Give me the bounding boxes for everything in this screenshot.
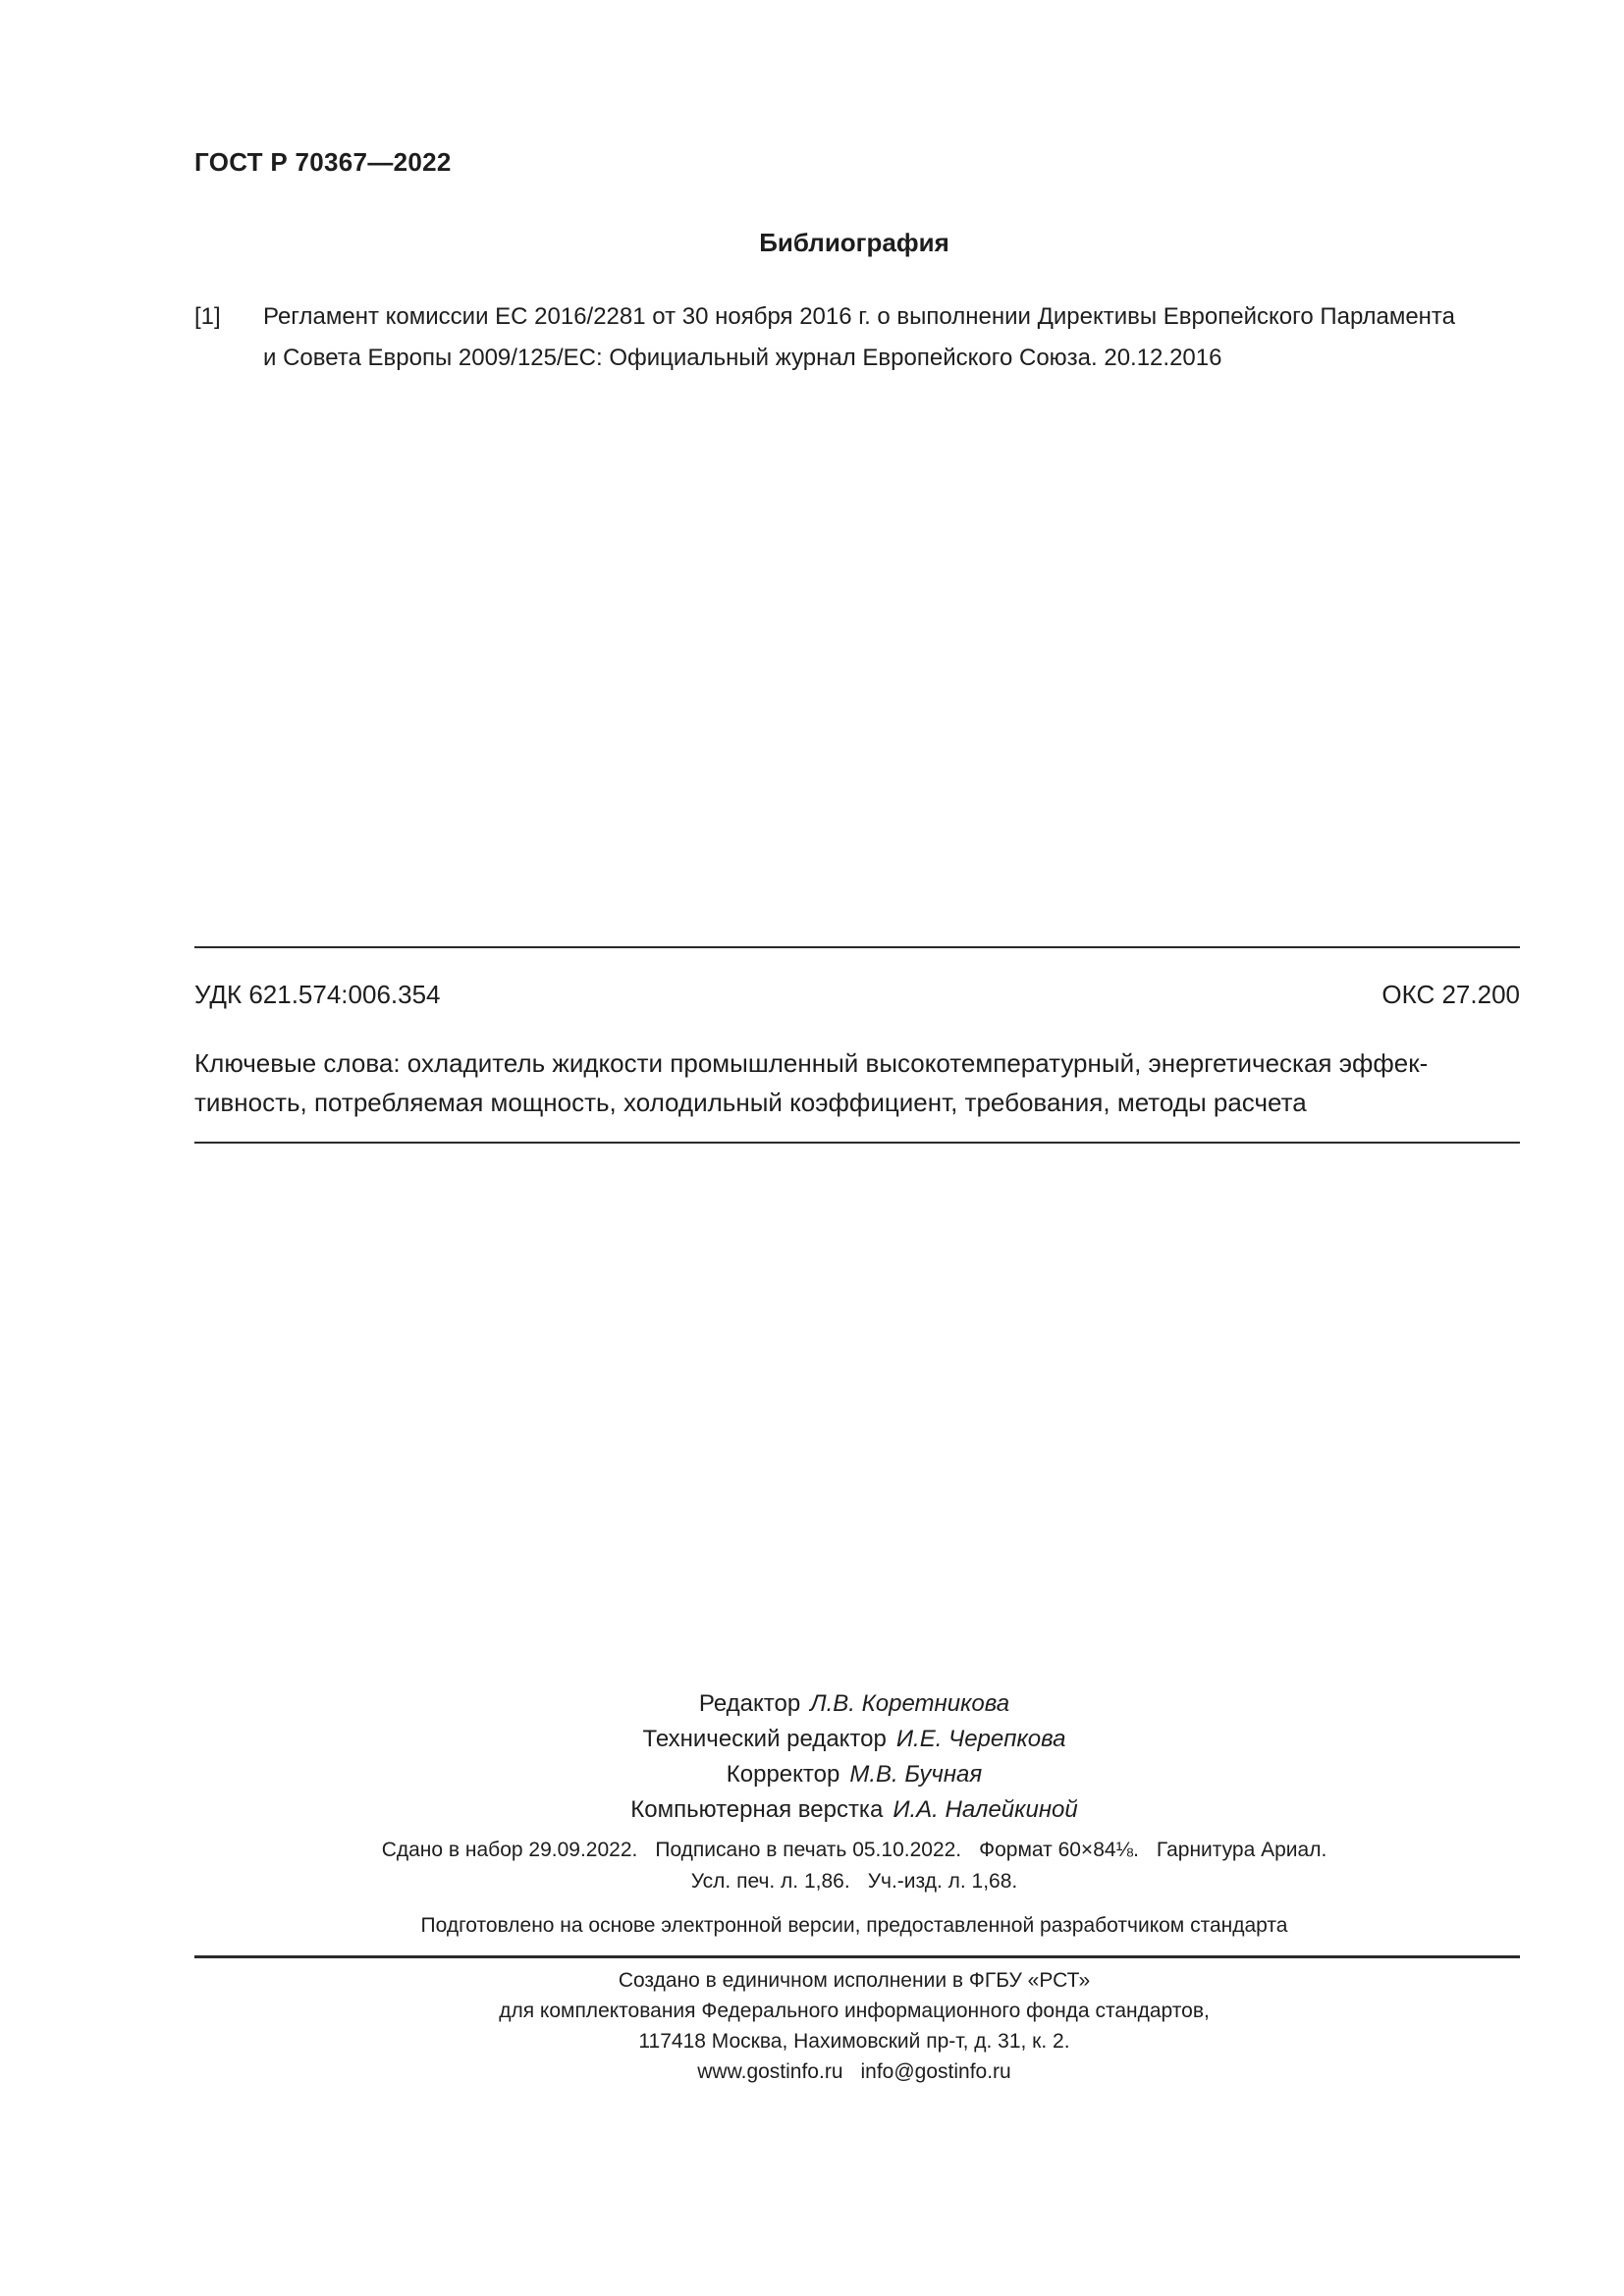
bibliography-entry-line-1: Регламент комиссии ЕС 2016/2281 от 30 ноября 2016 г. о выполнении Директивы Европейского Парламента	[263, 303, 1455, 330]
publisher-sheets: Уч.-изд. л. 1,68.	[867, 1870, 1018, 1893]
typeface: Гарнитура Ариал.	[1156, 1839, 1327, 1861]
website-link[interactable]: www.gostinfo.ru	[697, 2060, 843, 2083]
document-code: ГОСТ Р 70367—2022	[194, 147, 452, 177]
oks-code: ОКС 27.200	[1381, 980, 1520, 1009]
bibliography-entry-number: [1]	[194, 303, 221, 330]
bibliography-title: Библиография	[759, 228, 949, 257]
credit-proofreader	[0, 1757, 1624, 1792]
credit-role: Корректор	[726, 1761, 840, 1788]
divider-middle	[194, 1142, 1520, 1144]
submitted-date: Сдано в набор 29.09.2022.	[381, 1839, 638, 1861]
credit-name: Л.В. Коретникова	[810, 1690, 1010, 1717]
credit-role: Компьютерная верстка	[630, 1796, 884, 1823]
keywords	[194, 1043, 1520, 1122]
signed-date: Подписано в печать 05.10.2022.	[655, 1839, 962, 1861]
prepared-note: Подготовлено на основе электронной версии, предоставленной разработчиком стандарта	[420, 1914, 1288, 1937]
keywords-line-1: Ключевые слова: охладитель жидкости промышленный высокотемпературный, энергетическая эффек-	[194, 1048, 1429, 1078]
credit-technical-editor	[0, 1722, 1624, 1757]
publisher-contacts	[0, 2056, 1624, 2087]
credit-name: М.В. Бучная	[849, 1761, 983, 1788]
publisher-block	[0, 1965, 1624, 2087]
divider-top	[194, 946, 1520, 948]
divider-bottom	[194, 1955, 1520, 1958]
credit-role: Технический редактор	[642, 1726, 887, 1752]
bibliography-entry-line-2: и Совета Европы 2009/125/ЕС: Официальный журнал Европейского Союза. 20.12.2016	[263, 345, 1222, 371]
keywords-line-2: тивность, потребляемая мощность, холодильный коэффициент, требования, методы расчета	[194, 1088, 1307, 1117]
credits-block	[0, 1686, 1624, 1828]
credit-editor	[0, 1686, 1624, 1722]
credit-name: И.Е. Черепкова	[895, 1726, 1066, 1752]
print-info-line-1	[0, 1835, 1624, 1866]
bibliography-entry	[194, 296, 1520, 379]
credit-layout	[0, 1792, 1624, 1828]
print-info-line-2	[0, 1866, 1624, 1897]
udk-code: УДК 621.574:006.354	[194, 980, 441, 1009]
publisher-address: 117418 Москва, Нахимовский пр-т, д. 31, к. 2.	[638, 2030, 1070, 2053]
print-info	[0, 1835, 1624, 1897]
printed-sheets: Усл. печ. л. 1,86.	[690, 1870, 850, 1893]
email-link[interactable]: info@gostinfo.ru	[860, 2060, 1011, 2083]
paper-format: Формат 60×84⅛.	[979, 1839, 1139, 1861]
credit-name: И.А. Налейкиной	[893, 1796, 1078, 1823]
credit-role: Редактор	[698, 1690, 801, 1717]
publisher-line-2: для комплектования Федерального информационного фонда стандартов,	[499, 2000, 1210, 2022]
publisher-line-1: Создано в единичном исполнении в ФГБУ «РСТ»	[618, 1969, 1091, 1992]
